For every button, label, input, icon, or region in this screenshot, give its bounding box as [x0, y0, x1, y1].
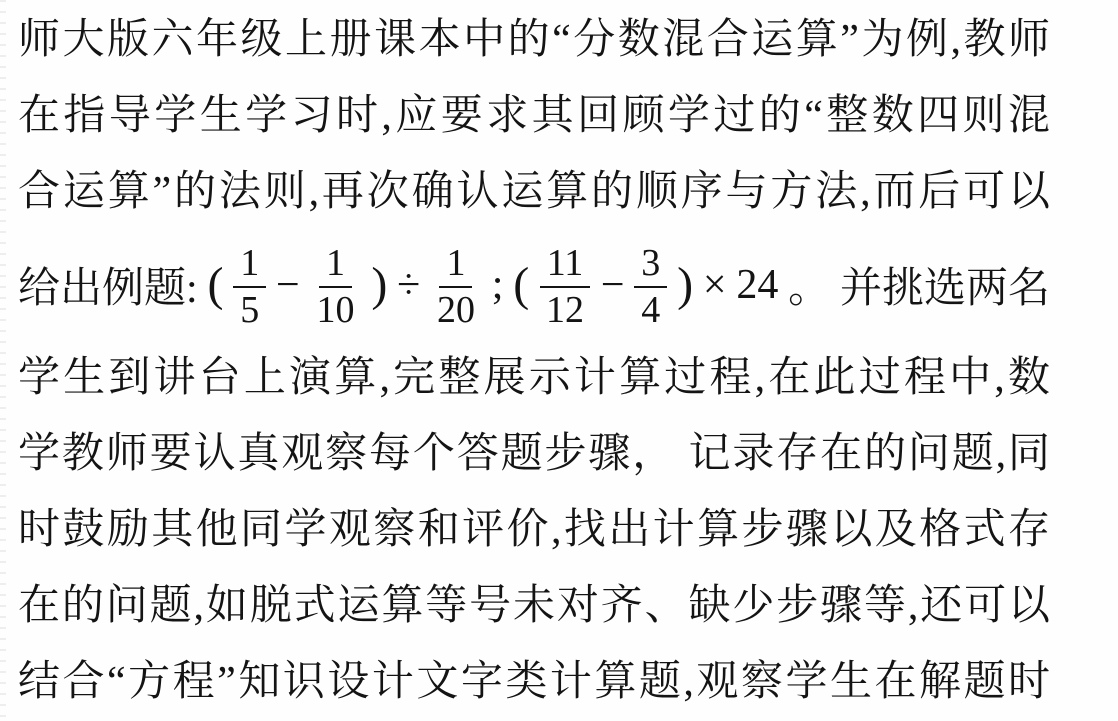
- fraction-1-over-20: [430, 242, 482, 329]
- fraction-1-numerator: 1: [233, 242, 266, 288]
- ideographic-period: 。: [788, 266, 831, 312]
- fraction-11-over-12: [539, 242, 591, 329]
- text-line-9: 结合“方程”知识设计文字类计算题,观察学生在解题时: [18, 659, 1050, 705]
- fraction-2-numerator: 1: [319, 242, 352, 288]
- fraction-1-over-5: [233, 242, 266, 329]
- fraction-1-over-10: [310, 242, 362, 329]
- text-line-2: 在指导学生学习时,应要求其回顾学过的“整数四则混: [18, 93, 1050, 139]
- fraction-5-denominator: 4: [641, 288, 661, 331]
- fraction-5-numerator: 3: [634, 242, 667, 288]
- text-line-6: 学教师要认真观察每个答题步骤， 记录存在的问题,同: [18, 431, 1050, 477]
- times-sign: ×: [702, 262, 727, 308]
- text-line-3: 合运算”的法则,再次确认运算的顺序与方法,而后可以: [18, 169, 1050, 215]
- fraction-4-numerator: 11: [540, 242, 591, 288]
- minus-sign-1: −: [276, 262, 300, 308]
- paragraph-block: [18, 2, 1050, 720]
- open-paren-2: (: [513, 258, 530, 311]
- math-suffix: 并挑选两名: [839, 266, 1050, 312]
- fraction-3-numerator: 1: [439, 242, 472, 288]
- fraction-3-over-4: [634, 242, 667, 329]
- fraction-4-denominator: 12: [546, 288, 585, 331]
- scan-edge-artifact: [0, 0, 6, 721]
- math-example-line: [18, 230, 1050, 340]
- minus-sign-2: −: [600, 262, 625, 308]
- text-line-7: 时鼓励其他同学观察和评价,找出计算步骤以及格式存: [18, 507, 1050, 553]
- text-line-5: 学生到讲台上演算,完整展示计算过程,在此过程中,数: [18, 355, 1050, 401]
- math-prefix: 给出例题:: [18, 266, 198, 312]
- open-paren-1: (: [207, 258, 224, 311]
- semicolon-separator: ;: [491, 262, 504, 308]
- fraction-1-denominator: 5: [240, 288, 260, 331]
- fraction-2-denominator: 10: [316, 288, 355, 331]
- multiplier-value: 24: [736, 262, 779, 308]
- text-line-8: 在的问题,如脱式运算等号未对齐、缺少步骤等,还可以: [18, 583, 1050, 629]
- text-line-1: 师大版六年级上册课本中的“分数混合运算”为例,教师: [18, 17, 1050, 63]
- close-paren-1: ): [371, 258, 388, 311]
- fraction-3-denominator: 20: [436, 288, 475, 331]
- close-paren-2: ): [677, 258, 694, 311]
- divide-sign: ÷: [397, 262, 421, 308]
